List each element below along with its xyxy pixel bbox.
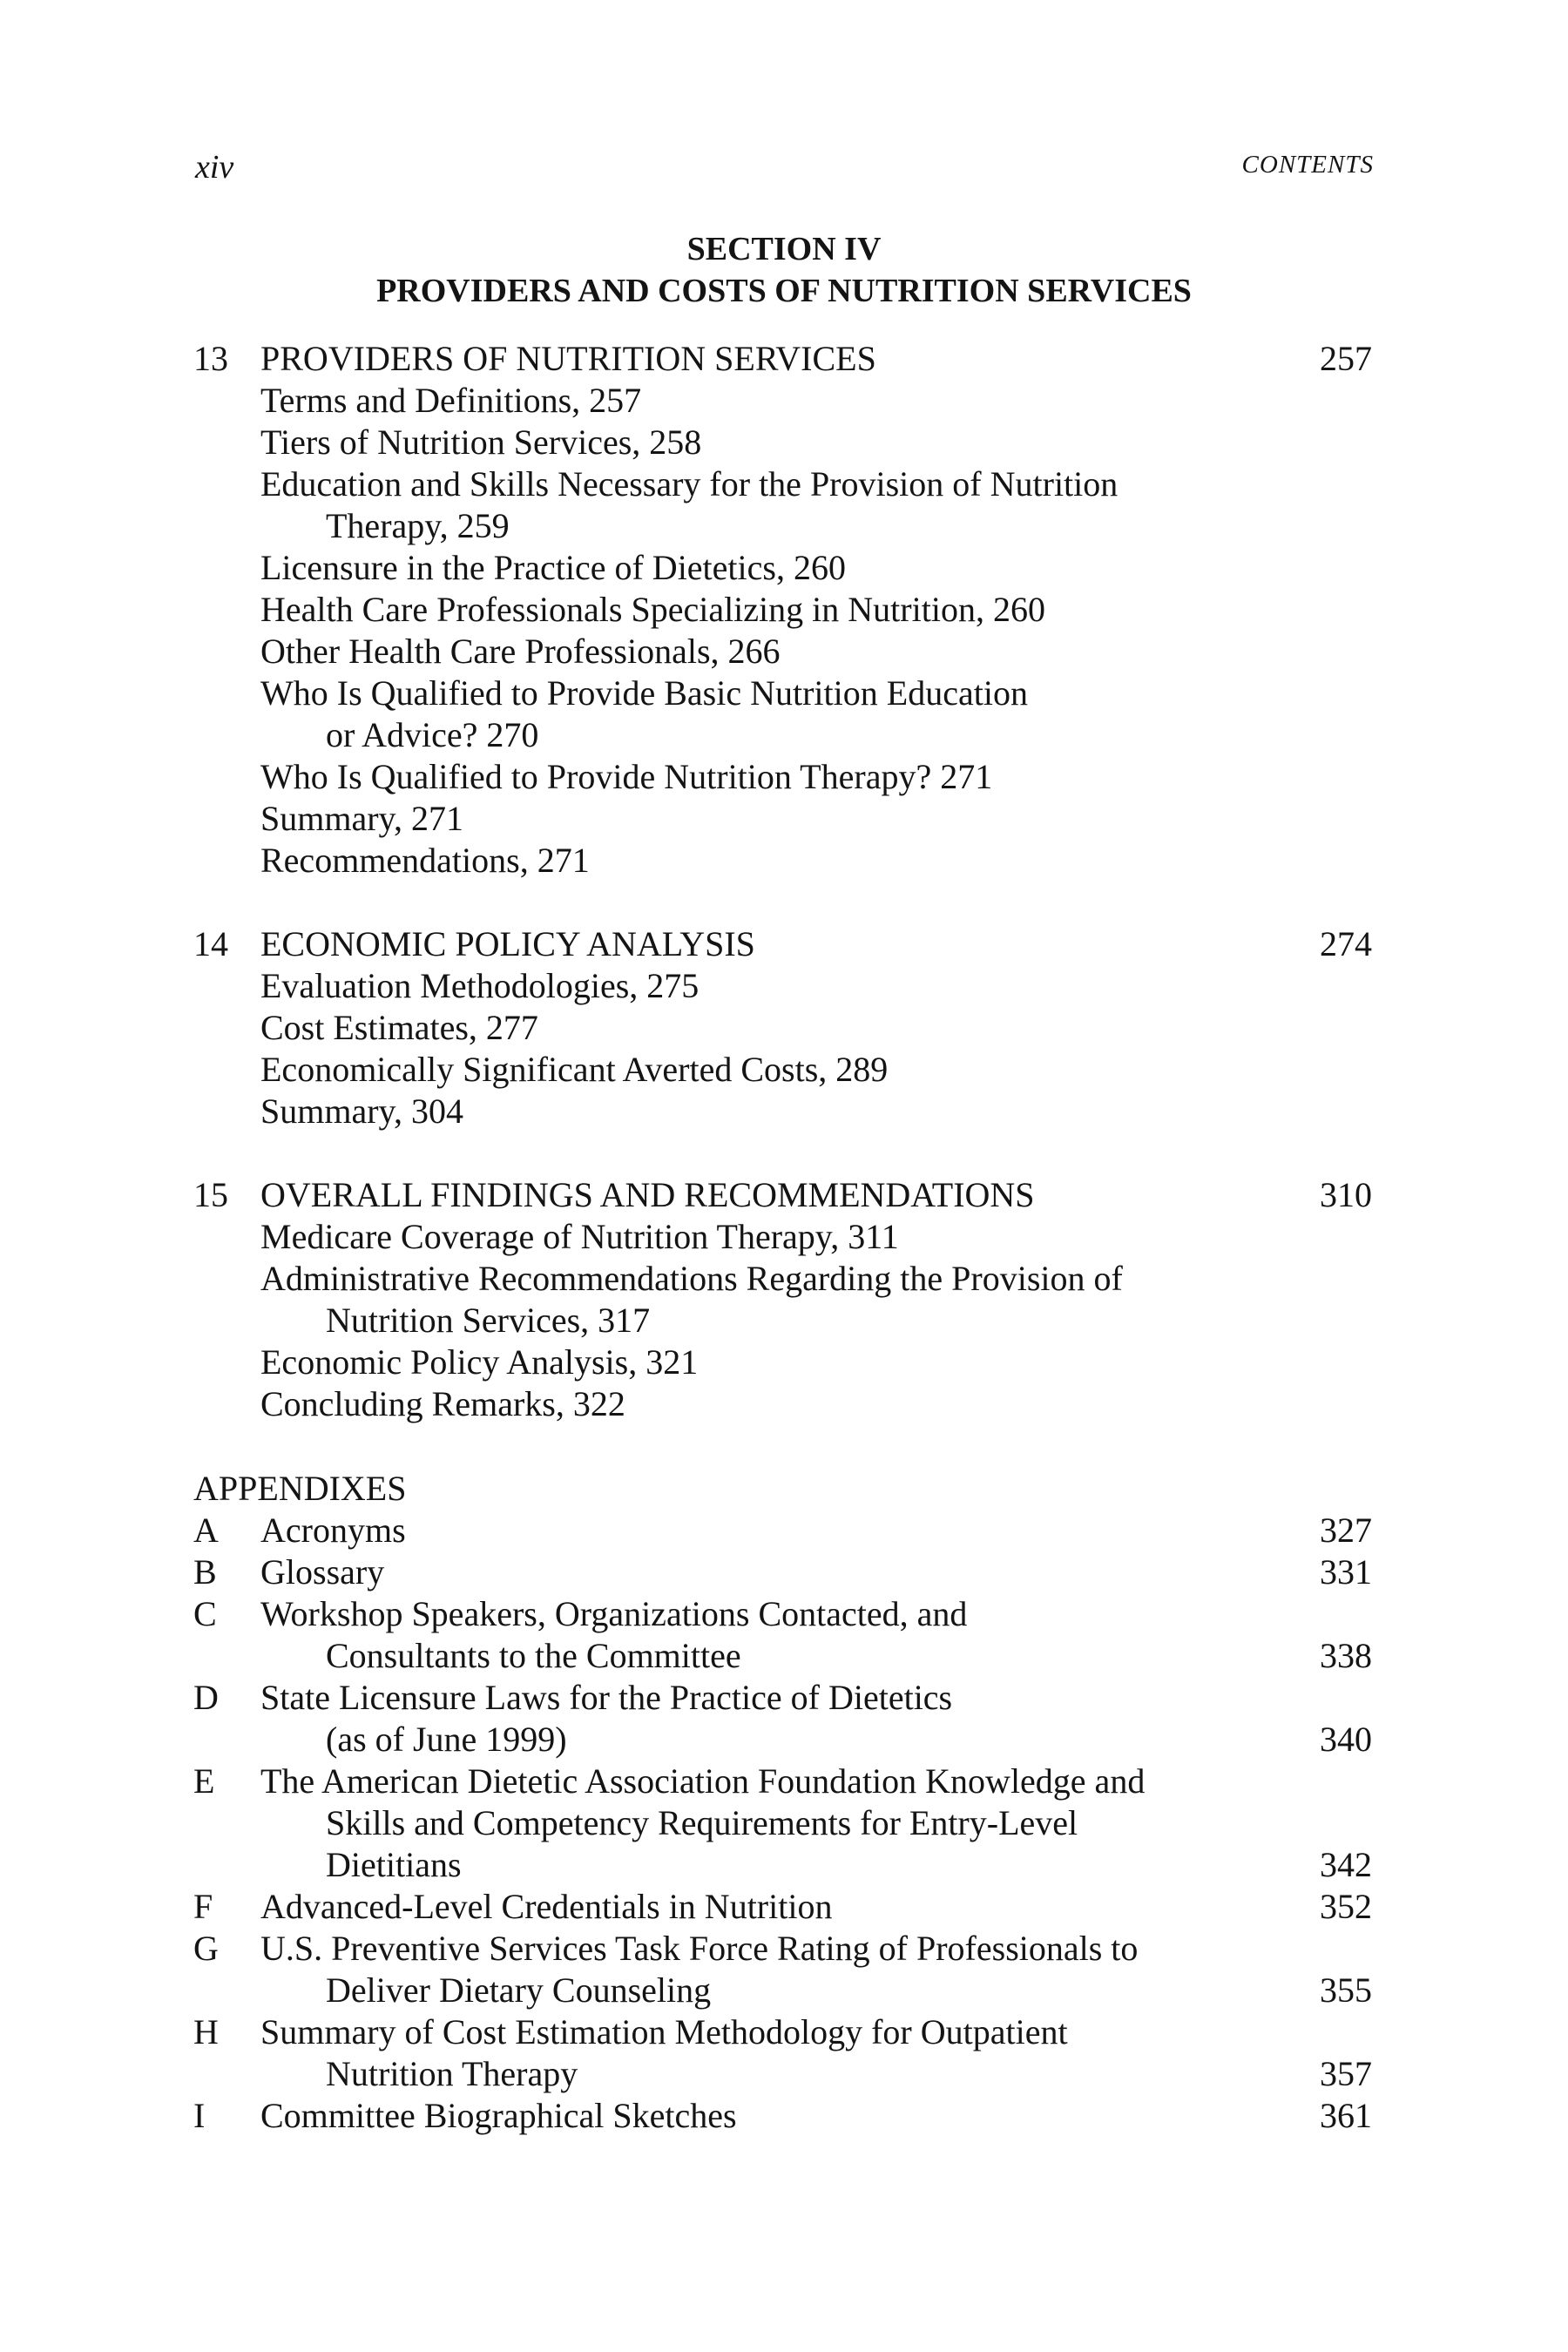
- section-title: PROVIDERS AND COSTS OF NUTRITION SERVICES: [376, 273, 1192, 309]
- appendix-title: Deliver Dietary Counseling: [326, 1970, 712, 2010]
- toc-entry: [0, 589, 1568, 631]
- appendix-letter: A: [193, 1511, 219, 1550]
- appendix-a: [0, 1510, 1568, 1551]
- toc-entry: [0, 1049, 1568, 1091]
- appendix-title: Committee Biographical Sketches: [260, 2096, 737, 2135]
- appendix-letter: E: [193, 1761, 215, 1801]
- appendix-page: 357: [1320, 2054, 1372, 2093]
- appendix-c: [0, 1593, 1568, 1635]
- chapter-title: ECONOMIC POLICY ANALYSIS: [260, 924, 755, 963]
- entry-text: Recommendations, 271: [260, 841, 590, 880]
- appendix-letter: F: [193, 1887, 213, 1926]
- appendix-page: 342: [1320, 1845, 1372, 1884]
- running-title: CONTENTS: [1241, 151, 1374, 179]
- toc-entry: [0, 965, 1568, 1007]
- appendix-title: Glossary: [260, 1552, 385, 1592]
- entry-text: Administrative Recommendations Regarding the Provision of: [260, 1259, 1123, 1298]
- chapter-page: 274: [1320, 924, 1372, 963]
- appendix-title: Skills and Competency Requirements for Entry-Level: [326, 1803, 1078, 1842]
- appendix-d-continuation: [0, 1719, 1568, 1761]
- entry-text: Terms and Definitions, 257: [260, 381, 642, 420]
- entry-text: Who Is Qualified to Provide Nutrition Therapy? 271: [260, 757, 993, 796]
- appendix-letter: I: [193, 2096, 206, 2135]
- toc-entry: [0, 1342, 1568, 1383]
- chapter-heading: [0, 923, 1568, 965]
- toc-entry: [0, 840, 1568, 882]
- appendix-title: Workshop Speakers, Organizations Contacted, and: [260, 1594, 968, 1633]
- appendix-d: [0, 1677, 1568, 1719]
- chapter-number: 14: [193, 924, 228, 963]
- appendix-letter: C: [193, 1594, 217, 1633]
- toc-entry: [0, 463, 1568, 505]
- appendix-page: 338: [1320, 1636, 1372, 1675]
- toc-entry-continuation: [0, 714, 1568, 756]
- appendix-title: (as of June 1999): [326, 1720, 567, 1759]
- appendix-letter: B: [193, 1552, 217, 1592]
- entry-text: Economic Policy Analysis, 321: [260, 1342, 699, 1382]
- appendixes-heading: APPENDIXES: [193, 1469, 407, 1508]
- appendix-b: [0, 1551, 1568, 1593]
- chapter-heading: [0, 338, 1568, 380]
- chapter-title: PROVIDERS OF NUTRITION SERVICES: [260, 339, 876, 378]
- entry-text: Evaluation Methodologies, 275: [260, 966, 700, 1005]
- appendix-page: 361: [1320, 2096, 1372, 2135]
- section-label: SECTION IV: [686, 231, 882, 267]
- toc-entry: [0, 631, 1568, 672]
- toc-entry: [0, 1091, 1568, 1132]
- appendix-i: [0, 2095, 1568, 2137]
- chapter-heading: [0, 1174, 1568, 1216]
- appendix-title: Advanced-Level Credentials in Nutrition: [260, 1887, 833, 1926]
- entry-text: Therapy, 259: [326, 506, 510, 545]
- toc-entry: [0, 547, 1568, 589]
- toc-entry-continuation: [0, 505, 1568, 547]
- toc-entry: [0, 1216, 1568, 1258]
- chapter-title: OVERALL FINDINGS AND RECOMMENDATIONS: [260, 1175, 1035, 1214]
- appendix-page: 327: [1320, 1511, 1372, 1550]
- appendix-c-continuation: [0, 1635, 1568, 1677]
- entry-text: Summary, 271: [260, 799, 463, 838]
- toc-entry: [0, 672, 1568, 714]
- entry-text: Other Health Care Professionals, 266: [260, 632, 781, 671]
- appendix-title: State Licensure Laws for the Practice of Dietetics: [260, 1678, 953, 1717]
- entry-text: Economically Significant Averted Costs, 289: [260, 1050, 889, 1089]
- toc-entry: [0, 1258, 1568, 1300]
- chapter-page: 310: [1320, 1175, 1372, 1214]
- appendix-title: Nutrition Therapy: [326, 2054, 578, 2093]
- entry-text: Licensure in the Practice of Dietetics, 260: [260, 548, 846, 587]
- appendix-title: The American Dietetic Association Foundation Knowledge and: [260, 1761, 1146, 1801]
- appendix-letter: G: [193, 1929, 219, 1968]
- entry-text: Cost Estimates, 277: [260, 1008, 538, 1047]
- appendix-g: [0, 1928, 1568, 1970]
- appendix-f: [0, 1886, 1568, 1928]
- entry-text: Education and Skills Necessary for the Provision of Nutrition: [260, 464, 1119, 504]
- toc-entry: [0, 380, 1568, 422]
- toc-entry: [0, 1383, 1568, 1425]
- appendix-page: 331: [1320, 1552, 1372, 1592]
- appendix-g-continuation: [0, 1970, 1568, 2011]
- toc-entry-continuation: [0, 1300, 1568, 1342]
- appendix-page: 340: [1320, 1720, 1372, 1759]
- entry-text: or Advice? 270: [326, 715, 539, 754]
- entry-text: Health Care Professionals Specializing in Nutrition, 260: [260, 590, 1045, 629]
- appendix-title: Summary of Cost Estimation Methodology for Outpatient: [260, 2012, 1068, 2051]
- appendix-page: 352: [1320, 1887, 1372, 1926]
- chapter-number: 15: [193, 1175, 228, 1214]
- chapter-number: 13: [193, 339, 228, 378]
- appendix-page: 355: [1320, 1970, 1372, 2010]
- toc-entry: [0, 798, 1568, 840]
- entry-text: Nutrition Services, 317: [326, 1301, 651, 1340]
- appendix-title: Dietitians: [326, 1845, 462, 1884]
- entry-text: Summary, 304: [260, 1092, 463, 1131]
- appendix-letter: H: [193, 2012, 219, 2051]
- toc-entry: [0, 422, 1568, 463]
- appendix-title: U.S. Preventive Services Task Force Rating of Professionals to: [260, 1929, 1139, 1968]
- toc-entry: [0, 1007, 1568, 1049]
- entry-text: Medicare Coverage of Nutrition Therapy, 311: [260, 1217, 899, 1256]
- entry-text: Concluding Remarks, 322: [260, 1384, 625, 1423]
- appendix-e-continuation: [0, 1802, 1568, 1844]
- appendix-e: [0, 1761, 1568, 1802]
- entry-text: Tiers of Nutrition Services, 258: [260, 422, 702, 462]
- page-number: xiv: [195, 149, 234, 186]
- appendix-h: [0, 2011, 1568, 2053]
- appendix-title: Acronyms: [260, 1511, 406, 1550]
- entry-text: Who Is Qualified to Provide Basic Nutrition Education: [260, 673, 1028, 713]
- chapter-page: 257: [1320, 339, 1372, 378]
- appendix-e-continuation: [0, 1844, 1568, 1886]
- appendix-letter: D: [193, 1678, 219, 1717]
- appendix-h-continuation: [0, 2053, 1568, 2095]
- toc-entry: [0, 756, 1568, 798]
- appendix-title: Consultants to the Committee: [326, 1636, 741, 1675]
